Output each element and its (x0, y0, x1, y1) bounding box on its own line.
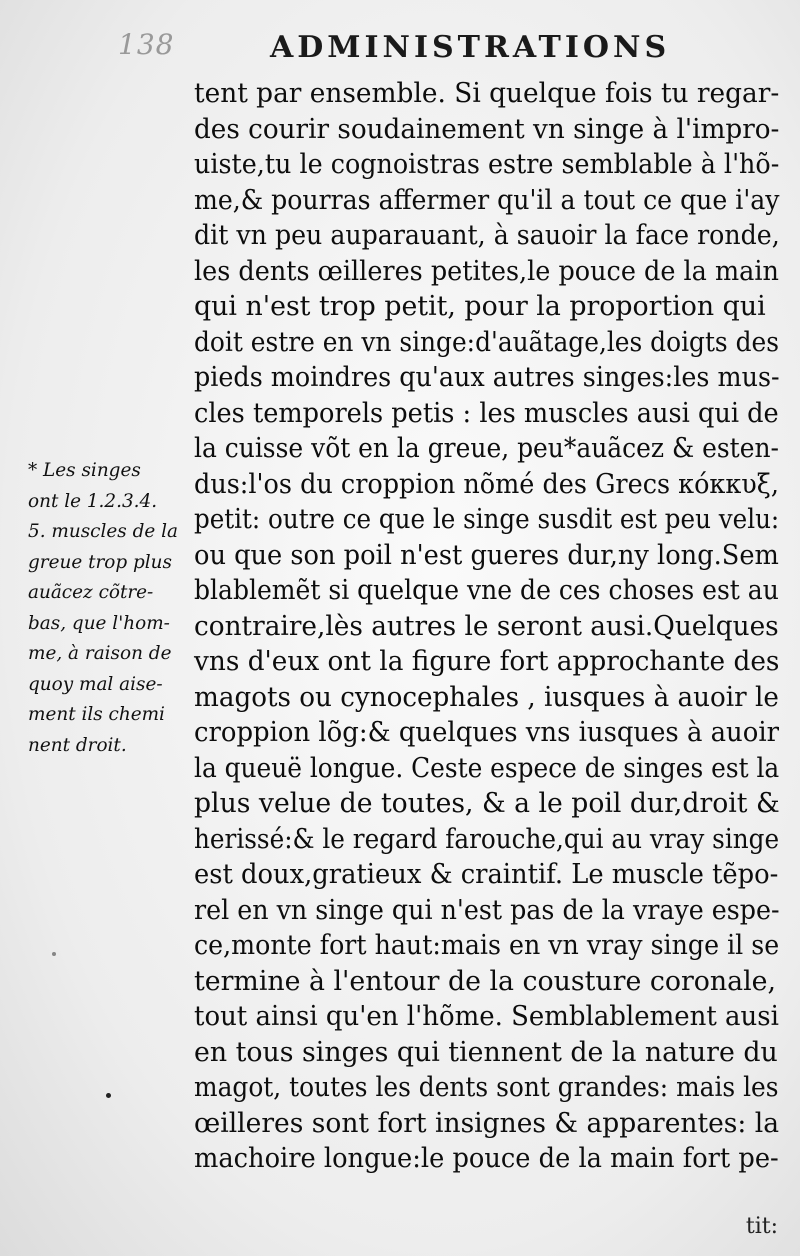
text-line: ce,monte fort haut:mais en vn vray singe il se (194, 930, 780, 961)
text-line: qui n'est trop petit, pour la proportion qui (194, 291, 766, 322)
page-number: 138 (118, 28, 175, 61)
margin-note-line: auãcez cõtre- (28, 581, 154, 603)
text-line: en tous singes qui tiennent de la nature du (194, 1036, 778, 1068)
text-line: contraire,lès autres le seront ausi.Quelques (194, 610, 779, 642)
text-line: est doux,gratieux & craintif. Le muscle tẽpo- (194, 859, 779, 890)
margin-note-line: greue trop plus (28, 550, 173, 573)
text-line: cles temporels petis : les muscles ausi qui de (194, 397, 779, 429)
text-line: doit estre en vn singe:d'auãtage,les doigts des (194, 326, 780, 358)
text-line: vns d'eux ont la figure fort approchante des (194, 646, 780, 677)
margin-note-line: nent droit. (28, 733, 127, 756)
text-line: la cuisse võt en la greue, peu*auãcez & esten- (194, 433, 779, 464)
running-head: ADMINISTRATIONS (270, 30, 671, 65)
text-line: la queuë longue. Ceste espece de singes est la (194, 752, 780, 784)
margin-note-line: * Les singes (28, 459, 141, 481)
text-line: magots ou cynocephales , iusques à auoir le (194, 681, 779, 713)
text-line: tout ainsi qu'en l'hõme. Semblablement ausi (194, 1001, 779, 1032)
text-line: termine à l'entour de la cousture coronale, (194, 965, 777, 997)
text-line: dit vn peu auparauant, à sauoir la face ronde, (194, 220, 780, 251)
text-line: œilleres sont fort insignes & apparentes: la (194, 1107, 780, 1139)
margin-note (28, 455, 188, 760)
text-line: les dents œilleres petites,le pouce de la main (194, 255, 779, 287)
margin-note-line: bas, que l'hom- (28, 611, 170, 634)
text-line: pieds moindres qu'aux autres singes:les mus- (194, 362, 780, 393)
margin-note-line: 5. muscles de la (28, 520, 178, 542)
margin-note-line: quoy mal aise- (28, 672, 163, 695)
catchword: tit: (745, 1214, 778, 1239)
text-line: ou que son poil n'est gueres dur,ny long.Sem (194, 539, 779, 571)
margin-note-line: ont le 1.2.3.4. (28, 489, 158, 512)
text-line: croppion lõg:& quelques vns iusques à auoir (194, 717, 779, 748)
text-line: uiste,tu le cognoistras estre semblable à l'hõ- (194, 149, 780, 180)
margin-note-line: me, à raison de (28, 642, 172, 664)
text-line: petit: outre ce que le singe susdit est peu velu: (194, 504, 780, 535)
margin-note-line: ment ils chemi (28, 703, 165, 725)
text-line: me,& pourras affermer qu'il a tout ce que i'ay (194, 184, 780, 216)
text-line: magot, toutes les dents sont grandes: mais les (194, 1072, 779, 1103)
text-line: rel en vn singe qui n'est pas de la vraye espe- (194, 894, 780, 926)
ink-speck (106, 1093, 111, 1098)
text-line: dus:l'os du croppion nõmé des Grecs κόκκυξ, (194, 468, 779, 500)
text-line: herissé:& le regard farouche,qui au vray singe (194, 823, 780, 855)
text-line: plus velue de toutes, & a le poil dur,droit & (194, 788, 780, 819)
ink-speck (52, 952, 56, 956)
text-line: blablemẽt si quelque vne de ces choses est au (194, 575, 779, 606)
text-line: tent par ensemble. Si quelque fois tu regar- (194, 78, 780, 109)
text-line: machoire longue:le pouce de la main fort pe- (194, 1143, 779, 1174)
text-line: des courir soudainement vn singe à l'impro- (194, 113, 780, 145)
body-text (194, 76, 784, 1177)
